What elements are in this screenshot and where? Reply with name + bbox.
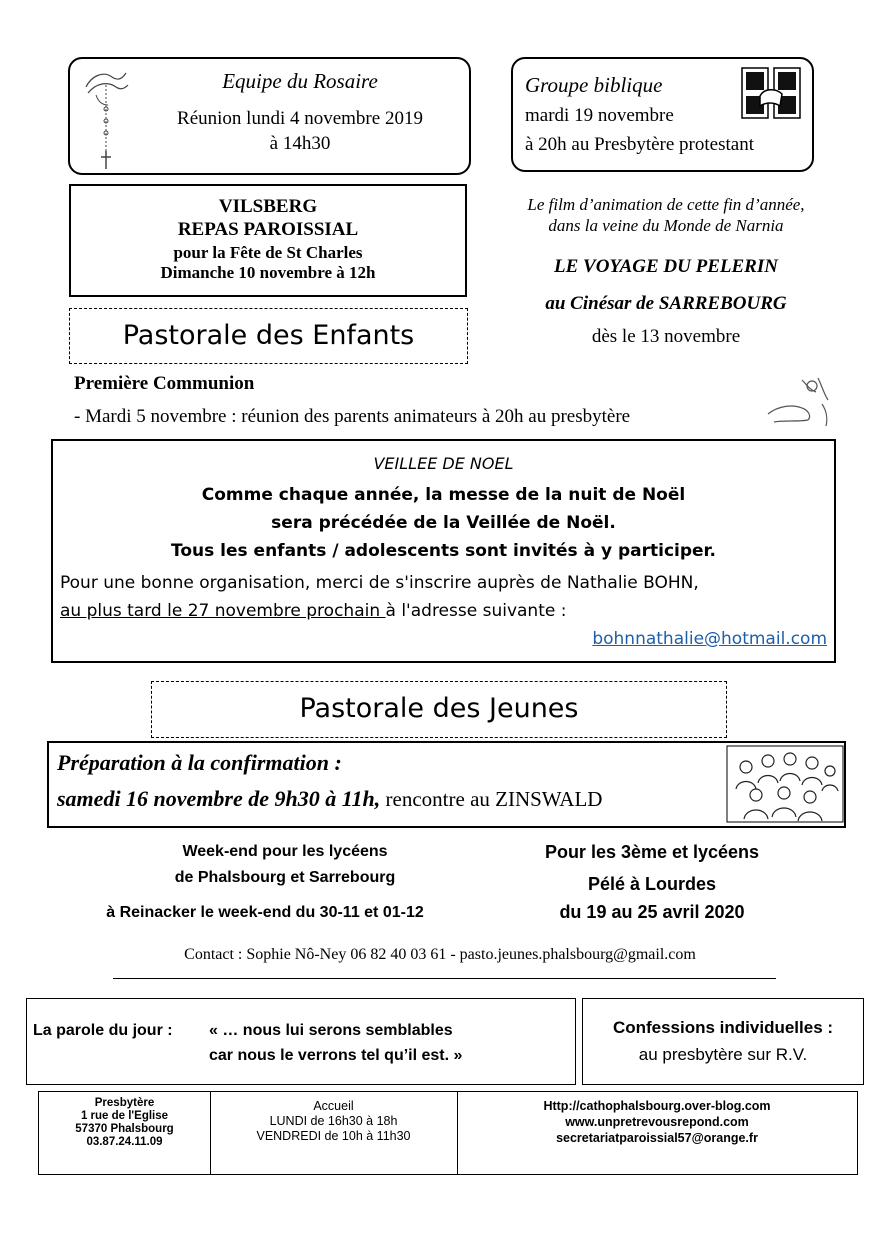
enfants-title-box [69, 308, 468, 364]
rosaire-title: Equipe du Rosaire [222, 69, 378, 93]
group-people-icon [726, 745, 844, 823]
parole-quote1: « … nous lui serons semblables [209, 1022, 453, 1039]
vilsberg-line3: pour la Fête de St Charles [173, 243, 363, 262]
film-date: dès le 13 novembre [591, 326, 741, 347]
noel-deadline: au plus tard le 27 novembre prochain [60, 601, 386, 621]
film-title: LE VOYAGE DU PELERIN [554, 256, 778, 277]
confirmation-date: samedi 16 novembre de 9h30 à 11h, [57, 786, 381, 811]
jeunes-title: Pastorale des Jeunes [299, 693, 579, 724]
lourdes-line3: du 19 au 25 avril 2020 [559, 902, 745, 922]
weekend-line3: à Reinacker le week-end du 30-11 et 01-12 [106, 904, 424, 921]
weekend-line1: Week-end pour les lycéens [182, 843, 388, 860]
confessions-text: au presbytère sur R.V. [638, 1045, 808, 1064]
weekend-line2: de Phalsbourg et Sarrebourg [174, 869, 396, 886]
premiere-communion-title: Première Communion [74, 373, 255, 394]
confessions-box [582, 998, 864, 1085]
confirmation-date-line [57, 786, 602, 812]
footer-email-link[interactable]: secretariatparoissial57@orange.fr [556, 1131, 758, 1145]
biblique-line2: à 20h au Presbytère protestant [525, 134, 754, 155]
rosary-hands-icon [82, 65, 132, 171]
footer-blog-link[interactable]: Http://cathophalsbourg.over-blog.com [543, 1099, 771, 1113]
jeunes-title-box [151, 681, 727, 738]
contact-line: Contact : Sophie Nô-Ney 06 82 40 03 61 - pasto.jeunes.phalsbourg@gmail.com [184, 946, 696, 963]
rosaire-line2: à 14h30 [269, 133, 331, 154]
noel-line5-rest: à l'adresse suivante : [385, 601, 567, 621]
parole-quote2: car nous le verrons tel qu’il est. » [209, 1047, 463, 1064]
section-divider [113, 978, 776, 979]
noel-title: VEILLEE DE NOEL [373, 454, 514, 473]
enfants-title: Pastorale des Enfants [122, 320, 415, 351]
confirmation-box [47, 741, 846, 828]
biblique-title: Groupe biblique [525, 73, 663, 97]
noel-line2: sera précédée de la Veillée de Noël. [271, 513, 616, 533]
vilsberg-line2: REPAS PAROISSIAL [177, 219, 359, 240]
lourdes-line1: Pour les 3ème et lycéens [544, 842, 760, 862]
rosaire-line1: Réunion lundi 4 novembre 2019 [177, 108, 423, 129]
confessions-title: Confessions individuelles : [612, 1018, 834, 1037]
noel-line1: Comme chaque année, la messe de la nuit de Noël [201, 485, 686, 505]
film-line1: Le film d’animation de cette fin d’année, [527, 195, 805, 214]
lourdes-line2: Pélé à Lourdes [587, 874, 717, 894]
footer-accueil: Accueil LUNDI de 16h30 à 18h VENDREDI de 10h à 11h30 [256, 1099, 411, 1143]
rosaire-box [68, 57, 471, 175]
vilsberg-line4: Dimanche 10 novembre à 12h [160, 263, 376, 282]
biblique-line1: mardi 19 novembre [525, 105, 674, 126]
footer-web [457, 1098, 857, 1146]
confirmation-title: Préparation à la confirmation : [57, 750, 342, 775]
footer-presbytere: Presbytère 1 rue de l'Eglise 57370 Phalsbourg 03.87.24.11.09 [75, 1097, 174, 1148]
noel-line3: Tous les enfants / adolescents sont invités à y participer. [171, 541, 716, 561]
parole-box [26, 998, 576, 1085]
film-place: au Cinésar de SARREBOURG [545, 293, 787, 314]
noel-line4: Pour une bonne organisation, merci de s'inscrire auprès de Nathalie BOHN, [60, 573, 699, 593]
open-bible-icon [740, 66, 802, 120]
footer-site-link[interactable]: www.unpretrevousrepond.com [565, 1115, 749, 1129]
noel-box [51, 439, 836, 663]
vilsberg-line1: VILSBERG [218, 196, 318, 217]
host-hands-icon [766, 376, 836, 428]
film-line2: dans la veine du Monde de Narnia [548, 216, 784, 235]
footer-box [38, 1091, 858, 1175]
biblique-box [511, 57, 814, 172]
premiere-communion-item: - Mardi 5 novembre : réunion des parents animateurs à 20h au presbytère [74, 406, 631, 427]
noel-email-link[interactable]: bohnnathalie@hotmail.com [592, 629, 827, 649]
parole-label: La parole du jour : [33, 1022, 173, 1039]
noel-line5 [60, 601, 566, 621]
vilsberg-box [69, 184, 467, 297]
confirmation-place: rencontre au ZINSWALD [380, 787, 603, 811]
